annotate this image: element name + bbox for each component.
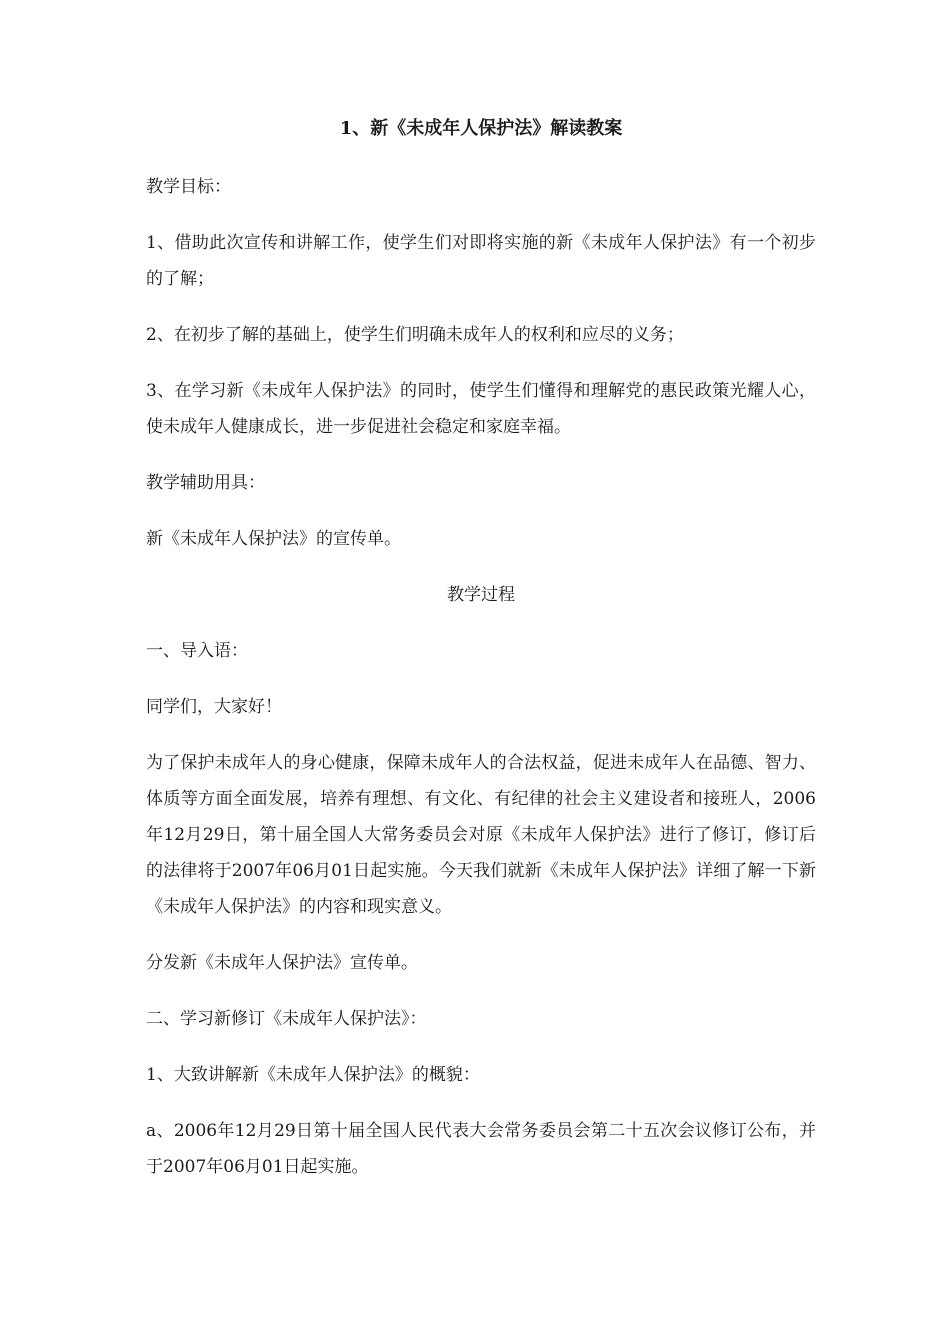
section-heading-aids: 教学辅助用具： [146,473,265,493]
greeting: 同学们，大家好！ [146,697,282,717]
objective-2: 2、在初步了解的基础上，使学生们明确未成年人的权利和应尽的义务； [146,325,684,345]
distribute-note: 分发新《未成年人保护法》宣传单。 [146,953,418,973]
section-heading-objectives: 教学目标： [146,177,231,197]
section-heading-intro: 一、导入语： [146,641,248,661]
section-heading-study: 二、学习新修订《未成年人保护法》： [146,1009,427,1029]
study-item-a: a、2006年12月29日第十届全国人民代表大会常务委员会第二十五次会议修订公布，并于2007年06月01日起实施。 [146,1121,816,1177]
section-heading-process: 教学过程 [447,585,515,605]
objective-3: 3、在学习新《未成年人保护法》的同时，使学生们懂得和理解党的惠民政策光耀人心，使未成年人健康成长，进一步促进社会稳定和家庭幸福。 [146,381,816,437]
teaching-aid: 新《未成年人保护法》的宣传单。 [146,529,401,549]
objective-1: 1、借助此次宣传和讲解工作，使学生们对即将实施的新《未成年人保护法》有一个初步的了解； [146,233,816,289]
intro-paragraph: 为了保护未成年人的身心健康，保障未成年人的合法权益，促进未成年人在品德、智力、体质等方面全面发展，培养有理想、有文化、有纪律的社会主义建设者和接班人，2006年12月29日，第十届全国人大常务委员会对原《未成年人保护法》进行了修订，修订后的法律将于2007年06月01日起实施。今天我们就新《未成年人保护法》详细了解一下新《未成年人保护法》的内容和现实意义。 [146,753,816,917]
document-title: 1、新《未成年人保护法》解读教案 [339,118,623,139]
document-body [146,114,816,1205]
study-item-1: 1、大致讲解新《未成年人保护法》的概貌： [146,1065,480,1085]
